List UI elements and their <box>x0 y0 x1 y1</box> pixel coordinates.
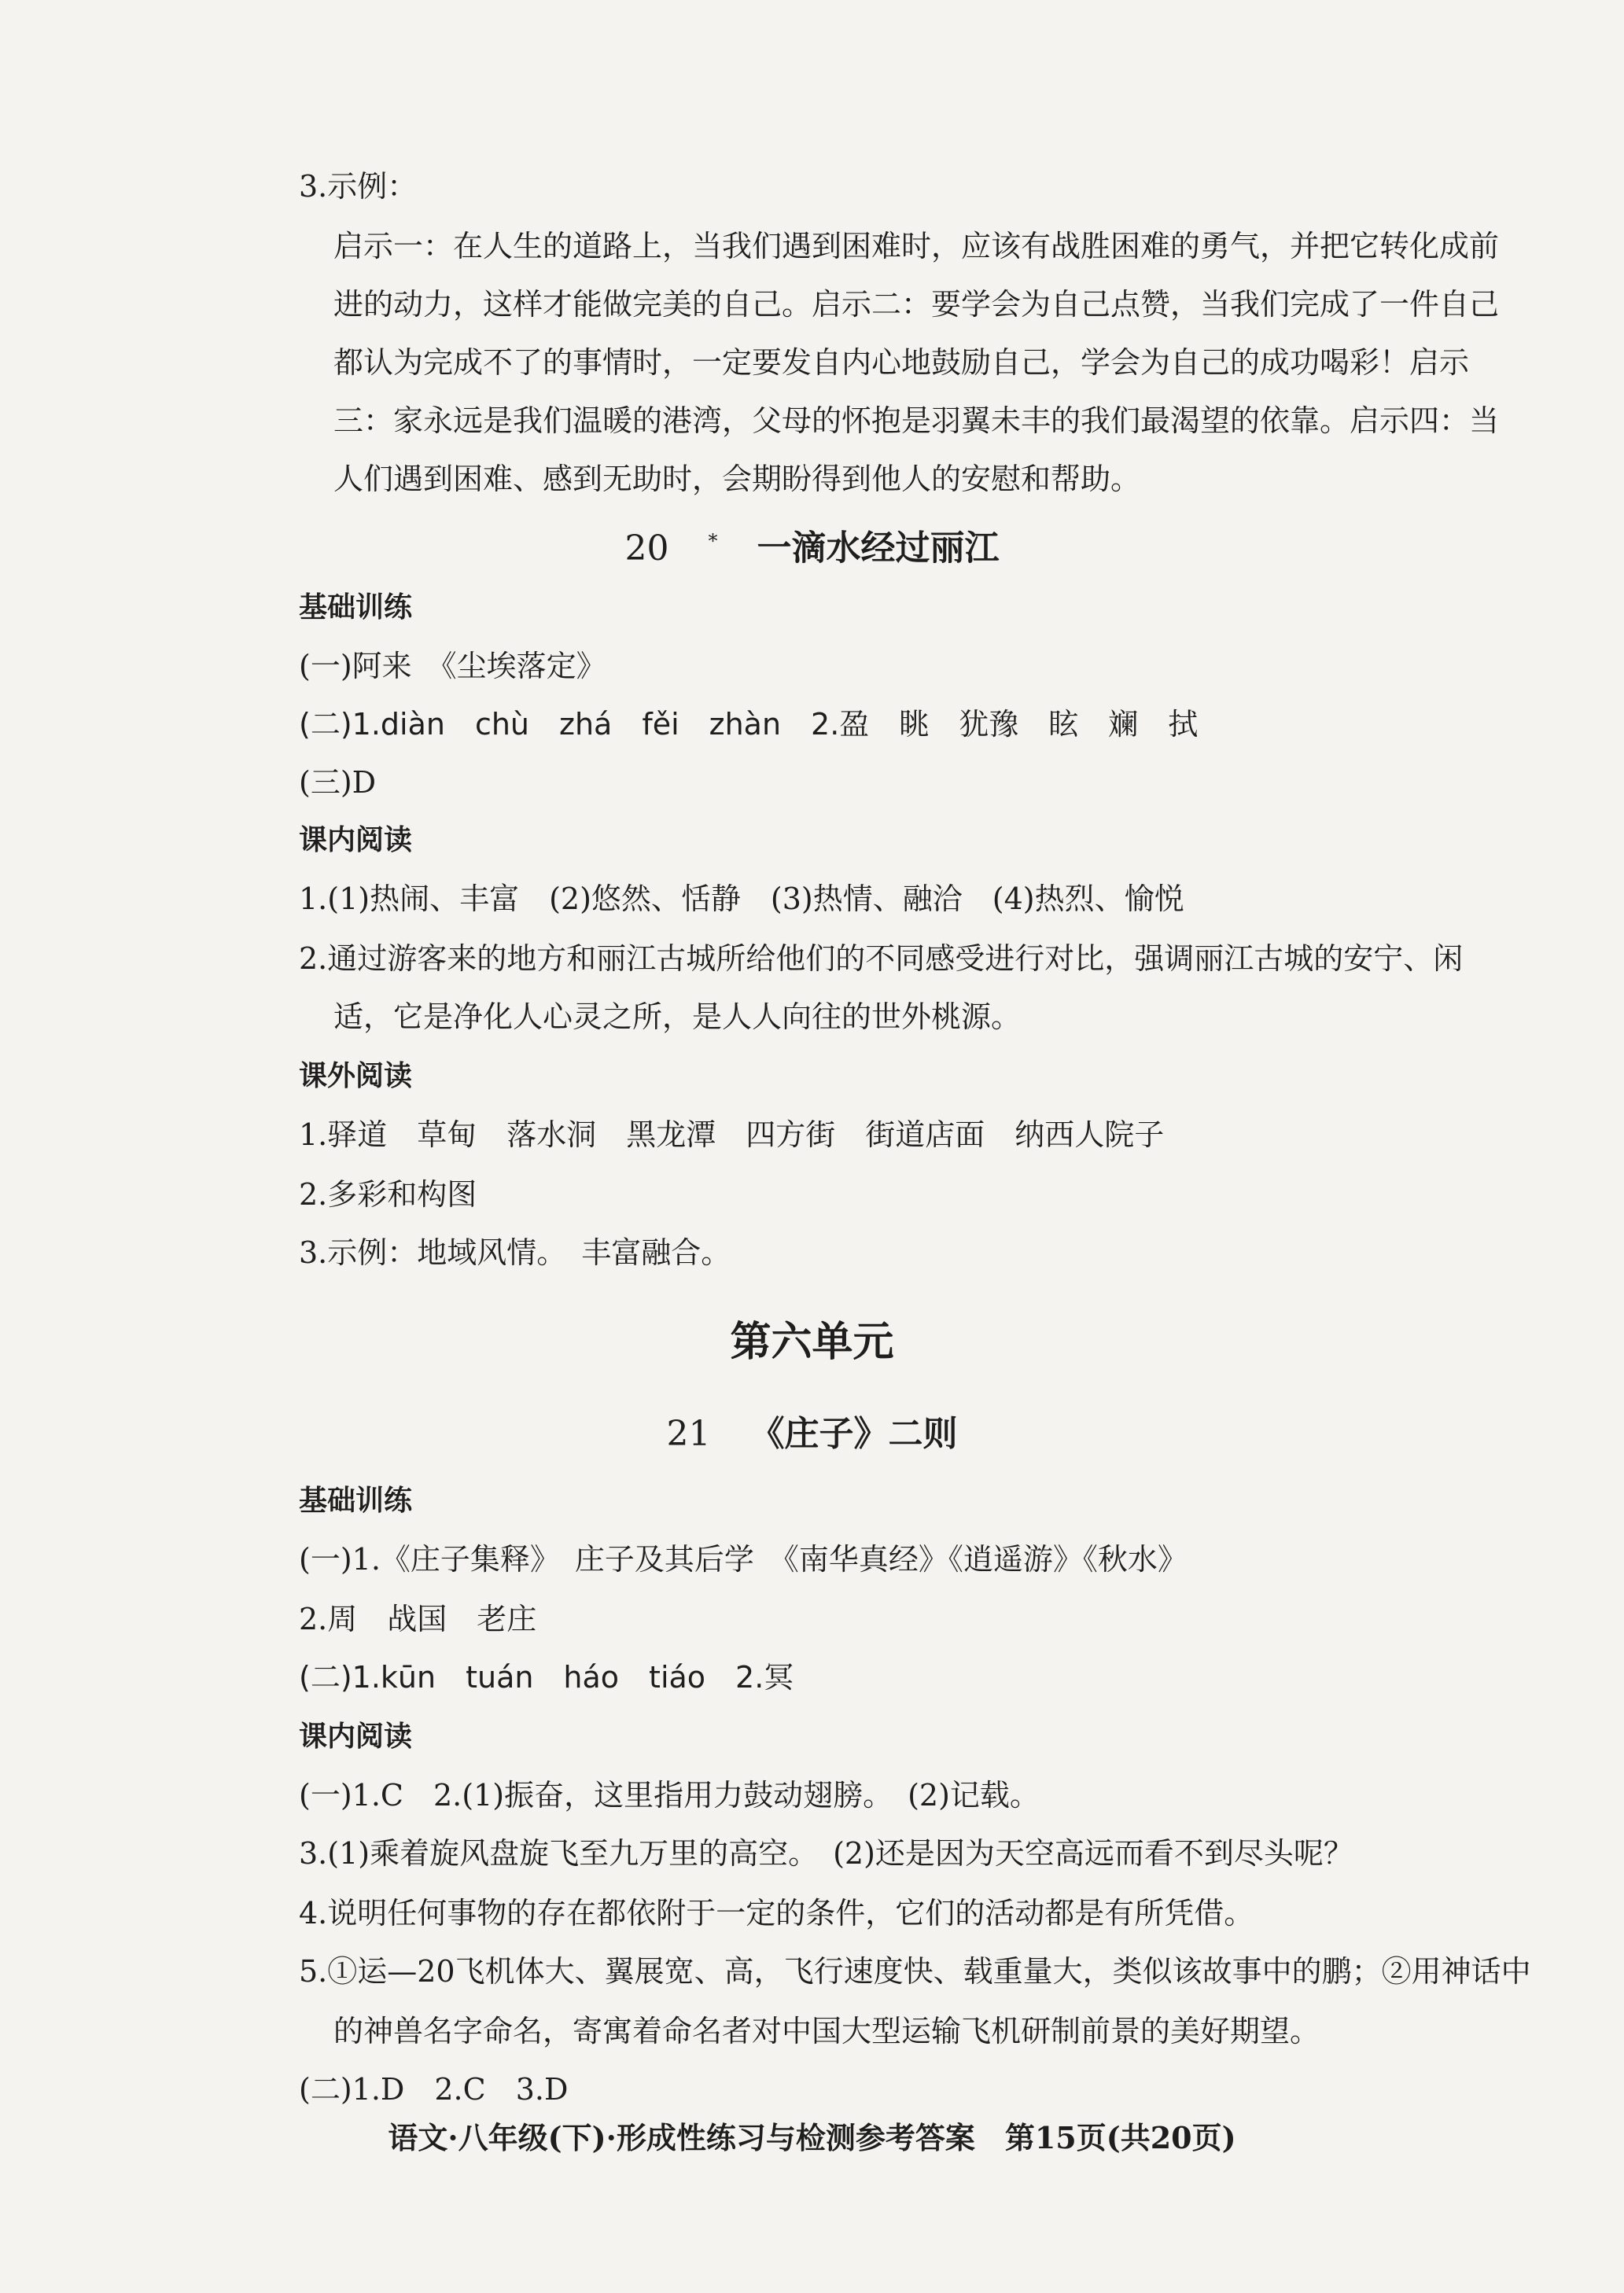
item3-line-3: 都认为完成不了的事情时，一定要发自内心地鼓励自己，学会为自己的成功喝彩！启示 <box>333 345 1470 380</box>
item3-line-2: 进的动力，这样才能做完美的自己。启示二：要学会为自己点赞，当我们完成了一件自己 <box>333 287 1500 322</box>
lesson20-title <box>0 517 1624 572</box>
lesson20-basic-3: (三)D <box>299 765 377 800</box>
lesson20-outside-2: 2.多彩和构图 <box>299 1177 477 1212</box>
lesson20-number: 20 <box>624 528 669 569</box>
lesson21-part2: (二)1.D 2.C 3.D <box>299 2072 569 2107</box>
lesson20-outside-3: 3.示例：地域风情。 丰富融合。 <box>299 1235 731 1270</box>
lesson21-basic-3: (二)1.kūn tuán háo tiáo 2.冥 <box>299 1660 794 1695</box>
lesson20-title-text: 一滴水经过丽江 <box>757 528 1000 569</box>
lesson20-inclass-1: 1.(1)热闹、丰富 (2)悠然、恬静 (3)热情、融洽 (4)热烈、愉悦 <box>299 881 1184 916</box>
lesson21-inclass-heading: 课内阅读 <box>299 1721 413 1753</box>
lesson21-basic-2: 2.周 战国 老庄 <box>299 1602 537 1636</box>
lesson21-title-text: 《庄子》二则 <box>749 1414 958 1454</box>
lesson21-inclass-5b: 的神兽名字命名，寄寓着命名者对中国大型运输飞机研制前景的美好期望。 <box>333 2014 1320 2048</box>
lesson20-inclass-2b: 适，它是净化人心灵之所，是人人向往的世外桃源。 <box>333 999 1022 1034</box>
lesson21-inclass-1: (一)1.C 2.(1)振奋，这里指用力鼓动翅膀。 (2)记载。 <box>299 1778 1040 1813</box>
lesson21-basic-1: (一)1.《庄子集释》 庄子及其后学 《南华真经》《逍遥游》《秋水》 <box>299 1542 1188 1577</box>
item3-line-1: 启示一：在人生的道路上，当我们遇到困难时，应该有战胜困难的勇气，并把它转化成前 <box>333 229 1500 263</box>
lesson21-title <box>0 1411 1624 1458</box>
lesson21-number: 21 <box>666 1414 711 1454</box>
lesson21-inclass-5a: 5.①运—20飞机体大、翼展宽、高，飞行速度快、载重量大，类似该故事中的鹏；②用神话中 <box>299 1954 1531 1989</box>
lesson20-outside-heading: 课外阅读 <box>299 1060 413 1092</box>
page-footer: 语文·八年级(下)·形成性练习与检测参考答案 第15页(共20页) <box>388 2120 1236 2155</box>
lesson20-mark: * <box>708 530 718 552</box>
lesson20-outside-1: 1.驿道 草甸 落水洞 黑龙潭 四方街 街道店面 纳西人院子 <box>299 1117 1165 1152</box>
item3-line-4: 三：家永远是我们温暖的港湾，父母的怀抱是羽翼未丰的我们最渴望的依靠。启示四：当 <box>333 403 1500 438</box>
unit6-title: 第六单元 <box>730 1319 894 1366</box>
item3-line-5: 人们遇到困难、感到无助时，会期盼得到他人的安慰和帮助。 <box>333 462 1141 496</box>
lesson21-inclass-4: 4.说明任何事物的存在都依附于一定的条件，它们的活动都是有所凭借。 <box>299 1896 1254 1930</box>
lesson21-inclass-3: 3.(1)乘着旋风盘旋飞至九万里的高空。 (2)还是因为天空高远而看不到尽头呢？ <box>299 1836 1353 1871</box>
lesson20-basic-1: (一)阿来 《尘埃落定》 <box>299 649 606 683</box>
lesson20-inclass-2a: 2.通过游客来的地方和丽江古城所给他们的不同感受进行对比，强调丽江古城的安宁、闲 <box>299 941 1464 976</box>
lesson20-basic-2: (二)1.diàn chù zhá fěi zhàn 2.盈 眺 犹豫 眩 斓 拭 <box>299 707 1199 742</box>
lesson21-basic-heading: 基础训练 <box>299 1485 413 1517</box>
item3-label: 3.示例： <box>299 169 418 204</box>
lesson20-basic-heading: 基础训练 <box>299 591 413 624</box>
lesson20-inclass-heading: 课内阅读 <box>299 824 413 856</box>
